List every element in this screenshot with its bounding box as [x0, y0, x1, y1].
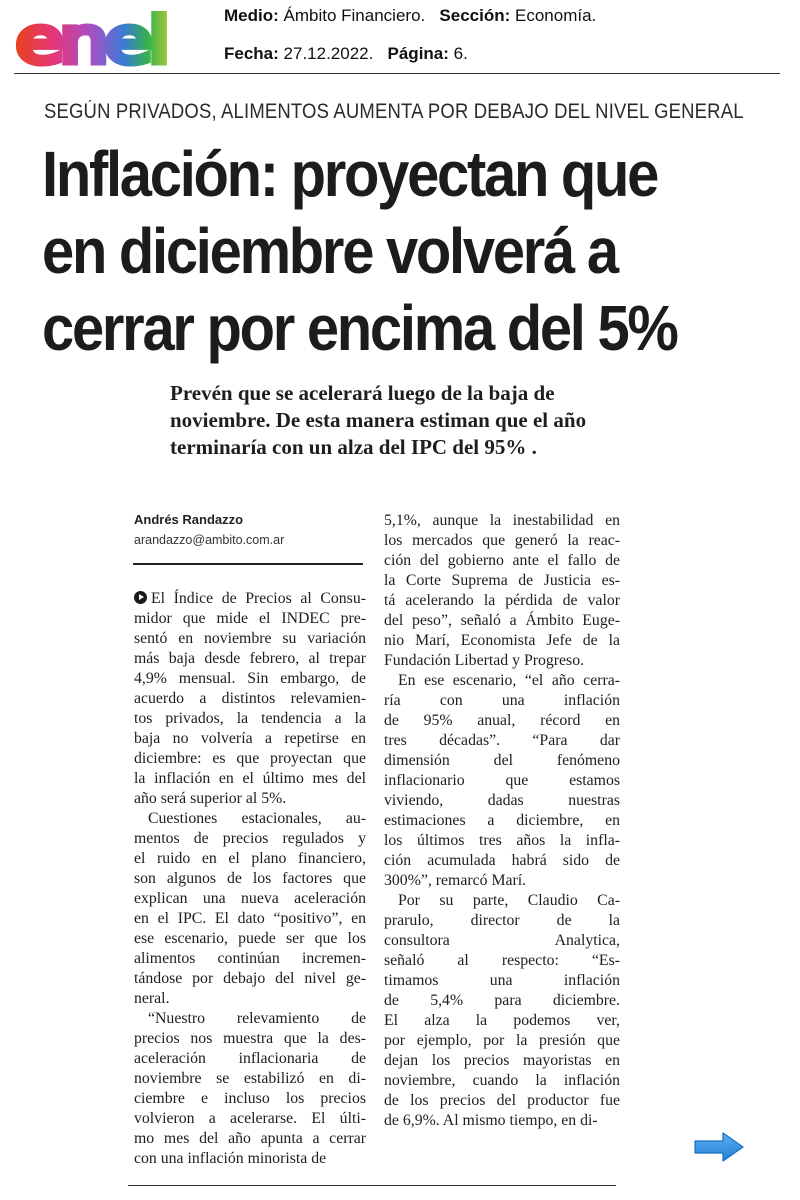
source-line — [224, 6, 596, 26]
article-column-right — [384, 511, 620, 1131]
article-text-line — [134, 849, 366, 869]
article-text-line — [384, 571, 620, 591]
article-text: señaló al respecto: “Es- — [384, 952, 620, 969]
article-text-line — [384, 551, 620, 571]
article-text-line — [384, 591, 620, 611]
article-text-line — [134, 1029, 366, 1049]
article-text: El alza la podemos ver, — [384, 1012, 620, 1029]
article-text: volvieron a acelerarse. El últi- — [134, 1110, 366, 1127]
article-text-line — [134, 809, 366, 829]
article-text: precios nos muestra que la des- — [134, 1030, 366, 1047]
article-text: timamos una inflación — [384, 972, 620, 989]
article-text: tres décadas”. “Para dar — [384, 732, 620, 749]
footer-divider — [128, 1185, 616, 1186]
headline-line: en diciembre volverá a — [42, 215, 617, 287]
lede-line: noviembre. De esta manera estiman que el año — [170, 408, 587, 432]
article-text-line — [384, 771, 620, 791]
article-text: aceleración inflacionaria de — [134, 1050, 366, 1067]
article-text-line — [134, 769, 366, 789]
article-text: tos privados, la tendencia a la — [134, 710, 366, 727]
date-line — [224, 44, 468, 64]
article-text-line — [384, 851, 620, 871]
article-text: ción del gobierno ante el fallo de — [384, 552, 620, 569]
article-text: de 95% anual, récord en — [384, 712, 620, 729]
article-text-line — [134, 969, 366, 989]
article-text-line — [384, 871, 620, 891]
article-text: explican una nueva aceleración — [134, 890, 366, 907]
article-text: baja no volvería a repetirse en — [134, 730, 366, 747]
article-text: alimentos continúan incremen- — [134, 950, 366, 967]
article-text-line — [134, 989, 366, 1009]
article-text: 5,1%, aunque la inestabilidad en — [384, 512, 620, 529]
article-text: sentó en noviembre su variación — [134, 630, 366, 647]
article-text-line — [134, 889, 366, 909]
article-text: ciembre e incluso los precios — [134, 1090, 366, 1107]
article-text: noviembre, cuando la inflación — [384, 1072, 620, 1089]
article-text: 300%”, remarcó Marí. — [384, 872, 527, 889]
article-headline — [42, 136, 730, 367]
article-text-line — [384, 711, 620, 731]
article-text-line — [384, 931, 620, 951]
lede-line: Prevén que se acelerará luego de la baja de — [170, 381, 555, 405]
article-text: consultora Analytica, — [384, 932, 620, 949]
article-text: ción acumulada habrá sido de — [384, 852, 620, 869]
next-page-arrow-icon[interactable] — [693, 1131, 745, 1163]
article-text-line — [384, 671, 620, 691]
article-text-line — [134, 729, 366, 749]
article-text: los últimos tres años la infla- — [384, 832, 620, 849]
enel-logo — [14, 6, 174, 74]
article-text: diciembre: es que proyectan que — [134, 750, 366, 767]
seccion-value: Economía. — [515, 6, 597, 25]
fecha-label: Fecha: — [224, 44, 279, 63]
byline-divider — [133, 563, 363, 565]
article-text-line — [384, 1091, 620, 1111]
pagina-value: 6. — [453, 44, 468, 63]
play-bullet-icon — [134, 591, 147, 604]
article-text-line — [384, 631, 620, 651]
medio-value: Ámbito Financiero. — [283, 6, 426, 25]
article-text: por ejemplo, por la presión que — [384, 1032, 620, 1049]
article-text-line — [134, 789, 366, 809]
article-text: Fundación Libertad y Progreso. — [384, 652, 585, 669]
article-text-line — [384, 791, 620, 811]
article-text: con una inflación minorista de — [134, 1150, 327, 1167]
article-text-line — [384, 831, 620, 851]
article-text-line — [384, 991, 620, 1011]
author-email: arandazzo@ambito.com.ar — [134, 533, 285, 547]
article-text: estimaciones a diciembre, en — [384, 812, 620, 829]
lede-line: terminaría con un alza del IPC del 95% . — [170, 435, 537, 459]
article-text: ría con una inflación — [384, 692, 620, 709]
article-text: de 5,4% para diciembre. — [384, 992, 620, 1009]
article-text-line — [134, 689, 366, 709]
article-text-line — [134, 1089, 366, 1109]
headline-line: Inflación: proyectan que — [42, 138, 658, 210]
article-text: dejan los precios mayoristas en — [384, 1052, 620, 1069]
article-text: año será superior al 5%. — [134, 790, 287, 807]
article-text-line — [134, 1129, 366, 1149]
fecha-value: 27.12.2022. — [283, 44, 374, 63]
article-text: El Índice de Precios al Consu- — [151, 590, 366, 607]
article-text-line — [134, 929, 366, 949]
article-text: tá acelerando la pérdida de valor — [384, 592, 620, 609]
article-column-left — [134, 589, 366, 1169]
article-text-line — [134, 949, 366, 969]
article-text-line — [384, 511, 620, 531]
article-text-line — [134, 709, 366, 729]
article-text-line — [384, 1011, 620, 1031]
article-text: midor que mide el INDEC pre- — [134, 610, 366, 627]
article-text-line — [134, 1149, 366, 1169]
article-text: la Corte Suprema de Justicia es- — [384, 572, 620, 589]
article-text: los mercados que generó la reac- — [384, 532, 620, 549]
article-text-line — [384, 651, 620, 671]
article-text: Cuestiones estacionales, au- — [148, 810, 366, 827]
article-text-line — [384, 951, 620, 971]
article-text: 4,9% mensual. Sin embargo, de — [134, 670, 366, 687]
article-text-line — [384, 971, 620, 991]
author-name: Andrés Randazzo — [134, 512, 244, 527]
article-text: ese escenario, puede ser que los — [134, 930, 366, 947]
article-text: neral. — [134, 990, 170, 1007]
article-text: prarulo, director de la — [384, 912, 620, 929]
article-text: nio Marí, Economista Jefe de la — [384, 632, 620, 649]
pagina-label: Página: — [387, 44, 449, 63]
article-text-line — [384, 531, 620, 551]
article-text-line — [384, 611, 620, 631]
article-text: inflacionario que estamos — [384, 772, 620, 789]
article-text: el ruido en el plano financiero, — [134, 850, 366, 867]
article-text-line — [134, 749, 366, 769]
article-text-line — [134, 669, 366, 689]
article-text: noviembre se estabilizó en di- — [134, 1070, 366, 1087]
enel-logo-text: enel — [16, 6, 166, 74]
article-text-line — [134, 1069, 366, 1089]
article-text: mo mes del año apunta a cerrar — [134, 1130, 366, 1147]
article-text-line — [384, 1071, 620, 1091]
article-text-line — [134, 629, 366, 649]
article-text: dimensión del fenómeno — [384, 752, 620, 769]
header-divider — [14, 73, 780, 74]
article-text-line — [384, 731, 620, 751]
article-text: Por su parte, Claudio Ca- — [398, 892, 620, 909]
article-text: mentos de precios regulados y — [134, 830, 366, 847]
article-text-line — [134, 909, 366, 929]
article-text: en el IPC. El dato “positivo”, en — [134, 910, 366, 927]
article-text: “Nuestro relevamiento de — [148, 1010, 366, 1027]
medio-label: Medio: — [224, 6, 279, 25]
article-text-line — [134, 829, 366, 849]
article-text-line — [134, 649, 366, 669]
article-text: más baja desde febrero, al trepar — [134, 650, 366, 667]
article-text-line — [134, 1009, 366, 1029]
seccion-label: Sección: — [439, 6, 511, 25]
article-text: tándose por debajo del nivel ge- — [134, 970, 366, 987]
article-lede — [170, 380, 610, 461]
article-text: la inflación en el último mes del — [134, 770, 366, 787]
article-text-line — [384, 911, 620, 931]
article-text-line — [384, 1051, 620, 1071]
article-text: viviendo, dadas nuestras — [384, 792, 620, 809]
article-text-line — [134, 589, 366, 609]
article-text-line — [134, 609, 366, 629]
article-text-line — [134, 1049, 366, 1069]
article-text: de 6,9%. Al mismo tiempo, en di- — [384, 1112, 598, 1129]
article-text: son algunos de los factores que — [134, 870, 366, 887]
article-text: de los precios del productor fue — [384, 1092, 620, 1109]
article-text-line — [134, 1109, 366, 1129]
article-text: acuerdo a distintos relevamien- — [134, 690, 366, 707]
article-text-line — [384, 1111, 620, 1131]
article-text: En ese escenario, “el año cerra- — [398, 672, 620, 689]
article-text-line — [134, 869, 366, 889]
article-text-line — [384, 811, 620, 831]
article-text-line — [384, 1031, 620, 1051]
article-text-line — [384, 891, 620, 911]
headline-line: cerrar por encima del 5% — [42, 292, 677, 364]
article-text-line — [384, 691, 620, 711]
article-kicker: SEGÚN PRIVADOS, ALIMENTOS AUMENTA POR DEBAJO DEL NIVEL GENERAL — [44, 100, 744, 123]
article-text: del peso”, señaló a Ámbito Euge- — [384, 612, 620, 629]
article-text-line — [384, 751, 620, 771]
